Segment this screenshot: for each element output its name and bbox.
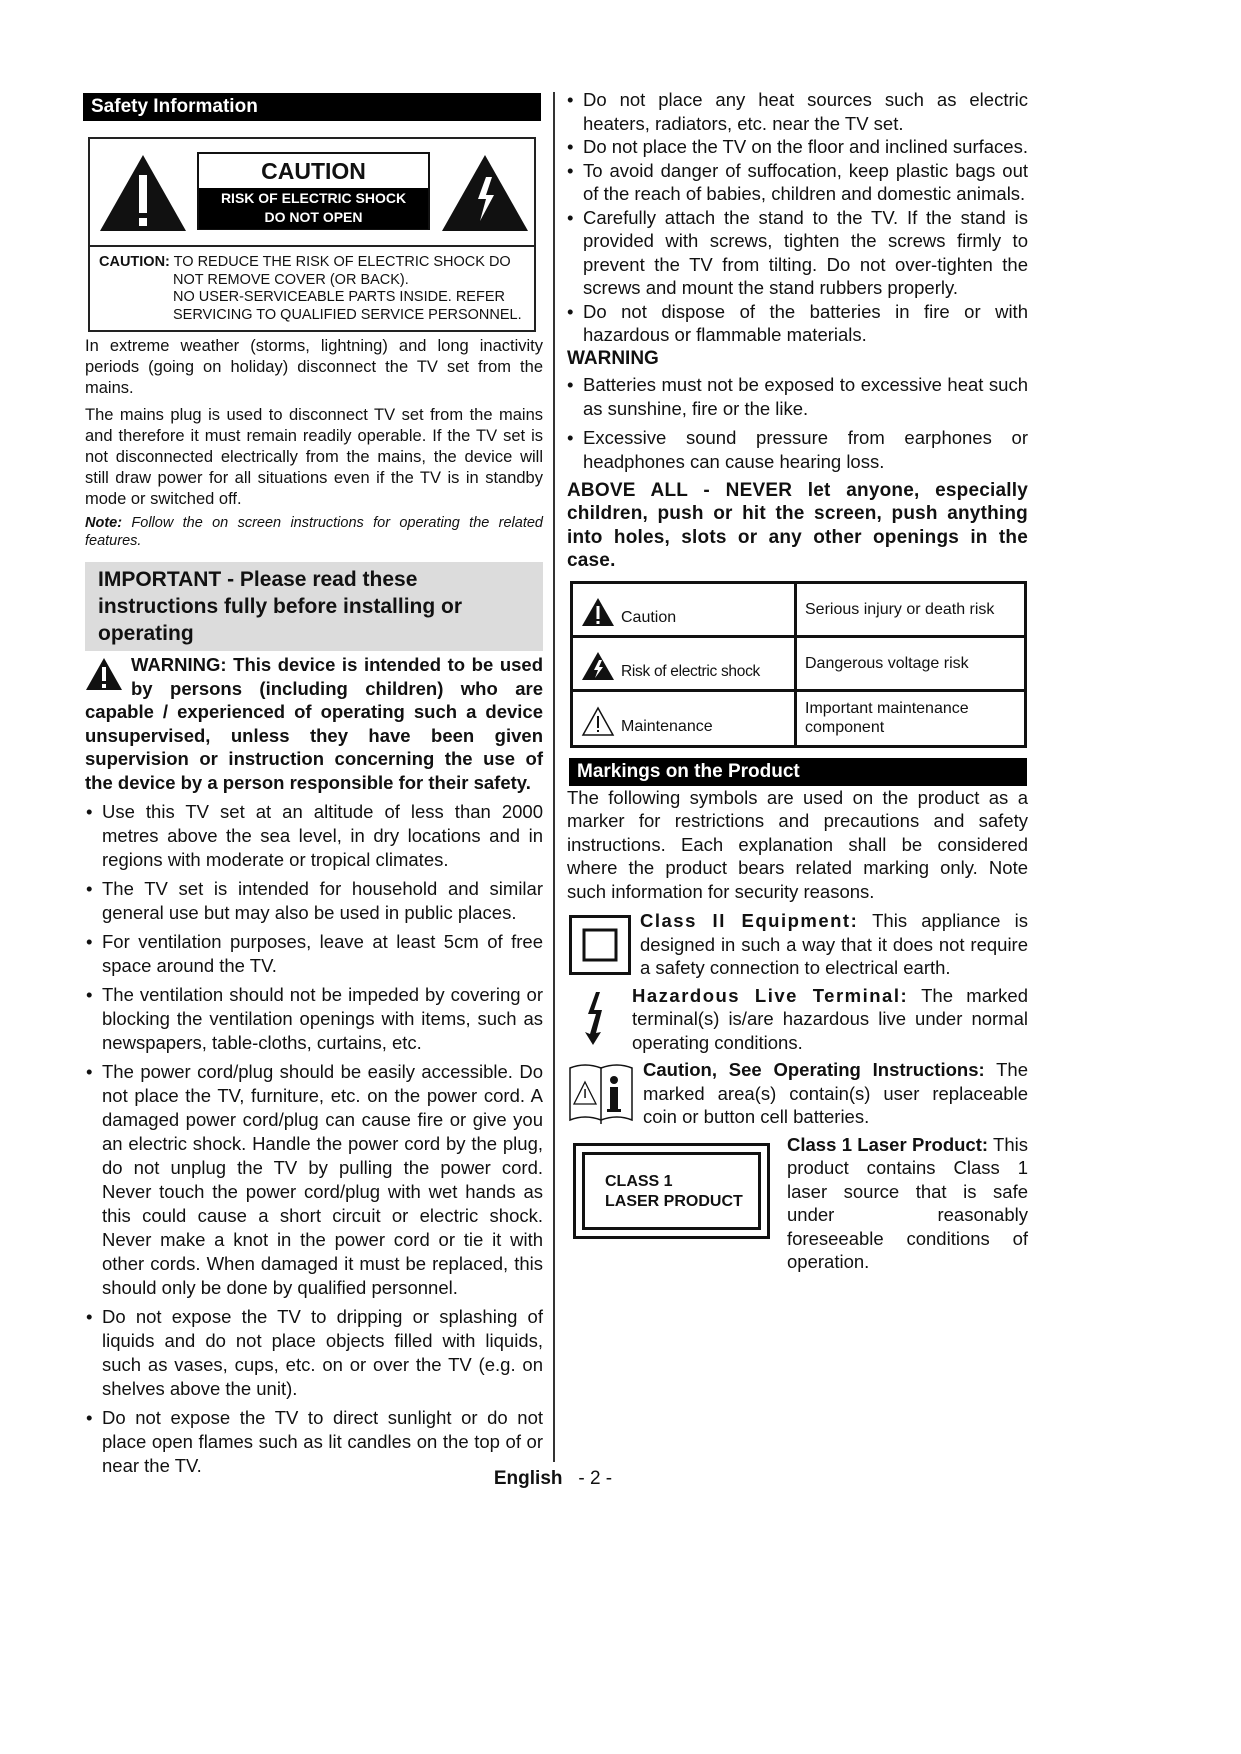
warning-paragraph <box>85 653 543 794</box>
note-label: Note: <box>85 515 123 531</box>
meaning-cell: Important maintenance component <box>796 690 1026 746</box>
table-row <box>572 690 1026 746</box>
caution-label <box>197 152 430 230</box>
symbol-cell <box>572 690 796 746</box>
lightning-triangle-icon <box>440 153 530 233</box>
symbols-table <box>570 581 1027 748</box>
marking-text: The marked area(s) contain(s) user replaceable coin or button cell batteries. <box>643 1059 1029 1127</box>
electric-shock-triangle-icon <box>581 651 615 681</box>
class-ii-double-square-icon <box>569 915 631 975</box>
marking-text: The marked terminal(s) is/are hazardous live under normal operating conditions. <box>632 984 1028 1053</box>
hazardous-live-lightning-icon <box>582 990 608 1046</box>
list-item: • Batteries must not be exposed to excessive heat such as sunshine, fire or the like. <box>567 373 1028 421</box>
section-title-markings: Markings on the Product <box>569 758 1027 786</box>
column-divider <box>553 92 555 1462</box>
right-bullet-list <box>567 88 1028 347</box>
warning-triangle-icon <box>85 657 123 691</box>
list-item: • Do not expose the TV to dripping or splashing of liquids and do not place objects filled with liquids, such as vases, cups, etc. on or over the TV (e.g. on shelves above the unit). <box>86 1305 543 1401</box>
list-item: • Do not place any heat sources such as electric heaters, radiators, etc. near the TV set. <box>567 88 1028 135</box>
footer-language: English <box>493 1468 563 1489</box>
caution-line: SERVICING TO QUALIFIED SERVICE PERSONNEL. <box>173 306 522 323</box>
caution-triangle-icon <box>581 597 615 627</box>
marking-laser-product <box>787 1133 1028 1274</box>
meaning-cell: Dangerous voltage risk <box>796 636 1026 690</box>
marking-row <box>567 1058 1028 1129</box>
risk-line: DO NOT OPEN <box>264 209 363 225</box>
right-column <box>567 88 1028 1274</box>
list-item: • Carefully attach the stand to the TV. If the stand is provided with screws, tighten the screws firmly to prevent the TV from tilting. Do not over-tighten the screws and mount the stand rubbers properly. <box>567 206 1028 300</box>
left-column <box>83 93 543 1483</box>
caution-line: TO REDUCE THE RISK OF ELECTRIC SHOCK DO <box>173 254 511 270</box>
marking-caution-instructions <box>643 1058 1028 1129</box>
list-item: • Do not expose the TV to direct sunlight or do not place open flames such as lit candles on the top of or near the TV. <box>86 1406 543 1478</box>
caution-text-label: CAUTION: <box>99 254 170 270</box>
operating-instructions-book-icon <box>568 1060 634 1126</box>
note <box>85 514 543 550</box>
section-title-safety: Safety Information <box>83 93 541 121</box>
exclamation-triangle-icon <box>98 153 188 233</box>
maintenance-triangle-icon <box>581 706 615 736</box>
class-1-laser-label <box>573 1143 770 1239</box>
note-text: Follow the on screen instructions for operating the related features. <box>85 515 543 549</box>
marking-row <box>567 984 1028 1055</box>
symbol-label: Caution <box>621 609 677 626</box>
page-number: - 2 - <box>578 1468 613 1489</box>
list-item: • The ventilation should not be impeded by covering or blocking the ventilation openings with items, such as newspapers, table-cloths, curtains, etc. <box>86 983 543 1055</box>
marking-title: Class II Equipment: <box>640 910 859 931</box>
marking-row <box>567 909 1028 980</box>
above-all-warning: ABOVE ALL - NEVER let anyone, especially children, push or hit the screen, push anything into holes, slots or any other openings in the case. <box>567 479 1028 571</box>
symbol-cell <box>572 636 796 690</box>
table-row <box>572 582 1026 636</box>
left-bullet-list <box>86 800 543 1478</box>
laser-label-line: CLASS 1 <box>605 1172 673 1190</box>
laser-label-line: LASER PRODUCT <box>605 1192 743 1210</box>
marking-title: Class 1 Laser Product: <box>787 1133 989 1155</box>
marking-hazardous-live <box>632 984 1028 1055</box>
page-footer <box>0 1468 1106 1490</box>
caution-line: NOT REMOVE COVER (OR BACK). <box>173 271 409 288</box>
warning-bullet-list <box>567 373 1028 474</box>
markings-intro: The following symbols are used on the product as a marker for restrictions and precautions and safety instructions. Each explanation shall be considered where the product bears related marking only. Note such information for security reasons. <box>567 786 1028 902</box>
marking-title: Hazardous Live Terminal: <box>632 984 909 1006</box>
symbol-label: Maintenance <box>621 718 713 735</box>
warning-heading: WARNING <box>567 347 659 369</box>
risk-text <box>199 188 428 229</box>
caution-sign <box>88 137 536 332</box>
marking-row <box>567 1133 1028 1274</box>
meaning-cell: Serious injury or death risk <box>796 582 1026 636</box>
list-item: • For ventilation purposes, leave at least 5cm of free space around the TV. <box>86 930 543 978</box>
paragraph-weather: In extreme weather (storms, lightning) and long inactivity periods (going on holiday) disconnect the TV set from the mains. <box>85 337 543 397</box>
caution-text <box>90 247 534 330</box>
symbol-cell <box>572 582 796 636</box>
marking-class-ii <box>640 909 1028 980</box>
warning-text: WARNING: This device is intended to be used by persons (including children) who are capable / experienced of operating such a device unsupervised, unless they have been given supervision or instruction concerning the use of the device by a person responsible for their safety. <box>85 654 543 793</box>
table-row <box>572 636 1026 690</box>
risk-line: RISK OF ELECTRIC SHOCK <box>220 190 407 206</box>
symbol-label: Risk of electric shock <box>621 663 760 680</box>
paragraph-mains-plug: The mains plug is used to disconnect TV set from the mains and therefore it must remain readily operable. If the TV set is not disconnected electrically from the mains, the device will still draw power for all situations even if the TV is in standby mode or switched off. <box>85 406 543 508</box>
list-item: • The TV set is intended for household and similar general use but may also be used in public places. <box>86 877 543 925</box>
caution-word: CAUTION <box>261 158 366 184</box>
list-item: • Do not place the TV on the floor and inclined surfaces. <box>567 135 1028 159</box>
marking-text: This appliance is designed in such a way that it does not require a safety connection to electrical earth. <box>640 910 1028 978</box>
important-banner: IMPORTANT - Please read these instructions fully before installing or operating <box>85 562 543 651</box>
list-item: • The power cord/plug should be easily accessible. Do not place the TV, furniture, etc. on the power cord. A damaged power cord/plug can cause fire or give you an electric shock. Handle the power cord by the plug, do not unplug the TV by pulling the power cord. Never touch the power cord/plug with wet hands as this could cause a short circuit or electric shock. Never make a knot in the power cord or tie it with other cords. When damaged it must be replaced, this should only be done by qualified personnel. <box>86 1060 543 1300</box>
caution-line: NO USER-SERVICEABLE PARTS INSIDE. REFER <box>173 289 505 305</box>
list-item: • Excessive sound pressure from earphones or headphones can cause hearing loss. <box>567 426 1028 474</box>
marking-title: Caution, See Operating Instructions: <box>643 1059 985 1080</box>
list-item: • Do not dispose of the batteries in fire or with hazardous or flammable materials. <box>567 300 1028 347</box>
marking-text: This product contains Class 1 laser source that is safe under reasonably foreseeable conditions of operation. <box>787 1133 1028 1272</box>
list-item: • To avoid danger of suffocation, keep plastic bags out of the reach of babies, children and domestic animals. <box>567 159 1028 206</box>
list-item: • Use this TV set at an altitude of less than 2000 metres above the sea level, in dry locations and in regions with moderate or tropical climates. <box>86 800 543 872</box>
